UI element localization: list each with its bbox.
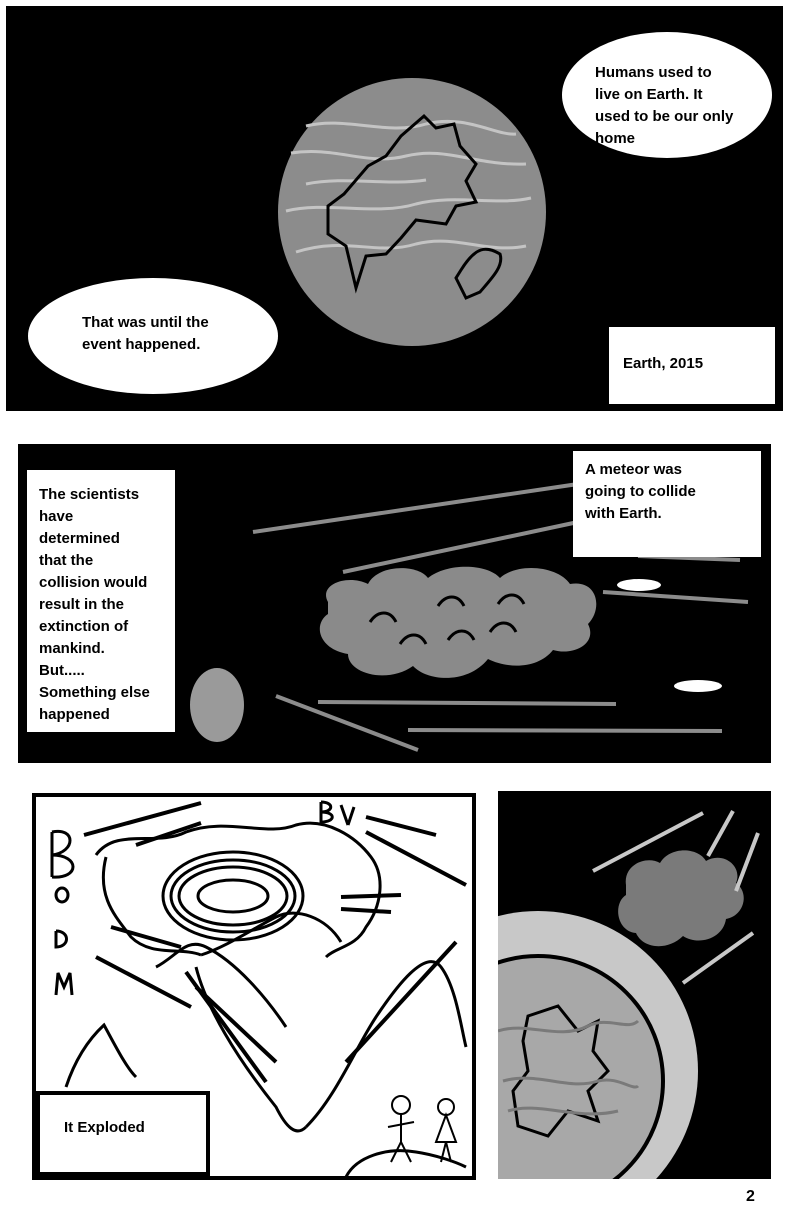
caption-line: going to collide	[585, 483, 696, 500]
caption-line: collision would	[39, 574, 148, 591]
caption-line: mankind.	[39, 640, 105, 657]
caption-line: with Earth.	[585, 505, 662, 522]
caption-exploded-text: It Exploded	[64, 1119, 145, 1136]
caption-earth-2015-text: Earth, 2015	[623, 355, 704, 372]
caption-line: happened	[39, 706, 110, 723]
panel-explosion	[32, 793, 476, 1180]
bubble-line: Humans used to	[595, 64, 712, 81]
caption-line: extinction of	[39, 618, 129, 635]
bubble-line: event happened.	[82, 336, 201, 353]
caption-line: A meteor was	[585, 461, 682, 478]
page-number: 2	[746, 1188, 755, 1205]
panel-meteor	[18, 444, 771, 763]
bubble-line: used to be our only	[595, 108, 734, 125]
caption-scientists-text	[39, 484, 150, 726]
caption-meteor-text	[585, 459, 696, 525]
speech-bubble-event-text	[82, 312, 209, 356]
bubble-line: live on Earth. It	[595, 86, 703, 103]
impact-illustration	[498, 791, 771, 1179]
caption-line: result in the	[39, 596, 125, 613]
caption-line: that the	[39, 552, 94, 569]
bubble-line: That was until the	[82, 314, 209, 331]
caption-line: But.....	[39, 662, 85, 679]
panel-impact	[498, 791, 771, 1179]
caption-line: The scientists	[39, 486, 140, 503]
bubble-line: home	[595, 130, 636, 147]
caption-line: Something else	[39, 684, 150, 701]
caption-line: determined	[39, 530, 120, 547]
caption-line: have	[39, 508, 74, 525]
speech-bubble-humans-text	[595, 62, 733, 150]
panel-earth-2015	[6, 6, 783, 411]
